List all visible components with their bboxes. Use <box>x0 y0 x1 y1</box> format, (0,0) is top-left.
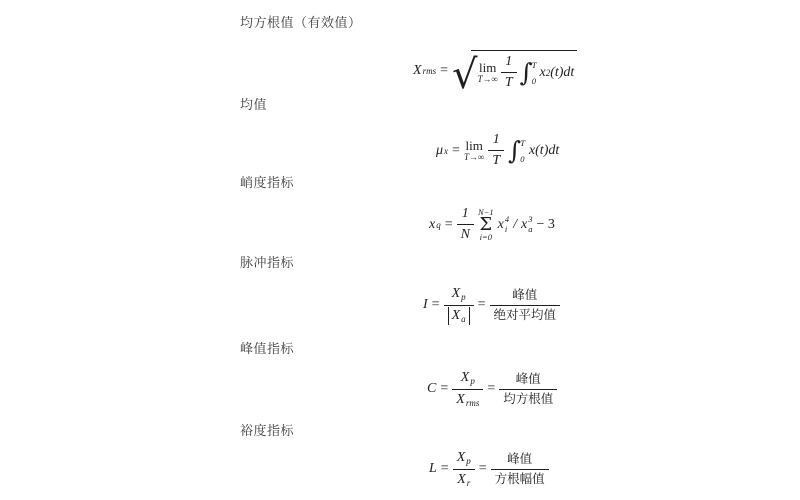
equals-sign: = <box>440 63 448 79</box>
label-kurtosis: 峭度指标 <box>240 176 295 191</box>
formula-rms <box>413 50 577 99</box>
fraction-xp-over-xr: $\frac{X_p}{X_r}$ <box>453 449 475 489</box>
formula-clearance <box>429 449 549 489</box>
integral: ∫ T 0 <box>508 136 525 166</box>
fraction-xp-over-xrms: $\frac{X_p}{X_{rms}}$ <box>452 369 483 409</box>
equals-sign: = <box>477 297 486 313</box>
limit-operator: lim T→∞ <box>477 60 498 85</box>
formula-kurtosis <box>429 205 555 244</box>
term-x-a-3: x 3 a <box>520 213 533 234</box>
integrand: x 2 (t)dt <box>539 64 575 80</box>
label-mean: 均值 <box>240 98 268 113</box>
formula-mean <box>436 131 559 170</box>
mean-symbol: μ x <box>436 142 449 158</box>
square-root <box>451 50 577 99</box>
equals-sign: = <box>431 297 440 313</box>
fraction-one-over-N: $\frac{1}{N}$ <box>457 205 474 244</box>
label-rms: 均方根值（有效值） <box>240 16 362 31</box>
integrand: x(t)dt <box>528 142 560 158</box>
limit-operator: lim T→∞ <box>463 138 485 163</box>
equals-sign: = <box>440 381 449 397</box>
absolute-value: $X_a$ <box>448 307 470 326</box>
clearance-symbol: L <box>429 461 437 477</box>
divide-slash: / <box>513 216 517 232</box>
label-crest: 峰值指标 <box>240 342 295 357</box>
term-x-i-4: x 4 i <box>497 213 510 234</box>
label-impulse: 脉冲指标 <box>240 256 295 271</box>
rms-symbol: X rms <box>413 63 437 79</box>
fraction-one-over-T: $\frac{1}{T}$ <box>501 53 517 92</box>
fraction-one-over-T: $\frac{1}{T}$ <box>488 131 504 170</box>
impulse-symbol: I <box>423 297 428 313</box>
equals-sign: = <box>478 461 487 477</box>
fraction-peak-over-rms: $\frac{\text{峰值}}{\text{均方根值}}$ <box>499 371 557 407</box>
fraction-peak-over-absmean: $\frac{\text{峰值}}{\text{绝对平均值}}$ <box>490 287 561 323</box>
equals-sign: = <box>487 381 496 397</box>
formula-impulse <box>423 285 560 325</box>
fraction-xp-over-abs-xa: $\frac{X_p}{X_a}$ <box>444 285 474 325</box>
equals-sign: = <box>444 216 453 232</box>
summation-operator: N−1 Σ i=0 <box>477 207 494 242</box>
formula-crest <box>427 369 557 409</box>
fraction-peak-over-srav: $\frac{\text{峰值}}{\text{方根幅值}}$ <box>491 451 549 487</box>
equals-sign: = <box>452 142 460 158</box>
radical-sign: √ <box>451 52 478 99</box>
radicand <box>471 50 577 92</box>
kurtosis-symbol: x q <box>429 216 441 232</box>
minus-three: − 3 <box>536 216 555 232</box>
integral: ∫ T 0 <box>519 58 537 88</box>
crest-symbol: C <box>427 381 437 397</box>
equals-sign: = <box>440 461 449 477</box>
label-clearance: 裕度指标 <box>240 424 295 439</box>
